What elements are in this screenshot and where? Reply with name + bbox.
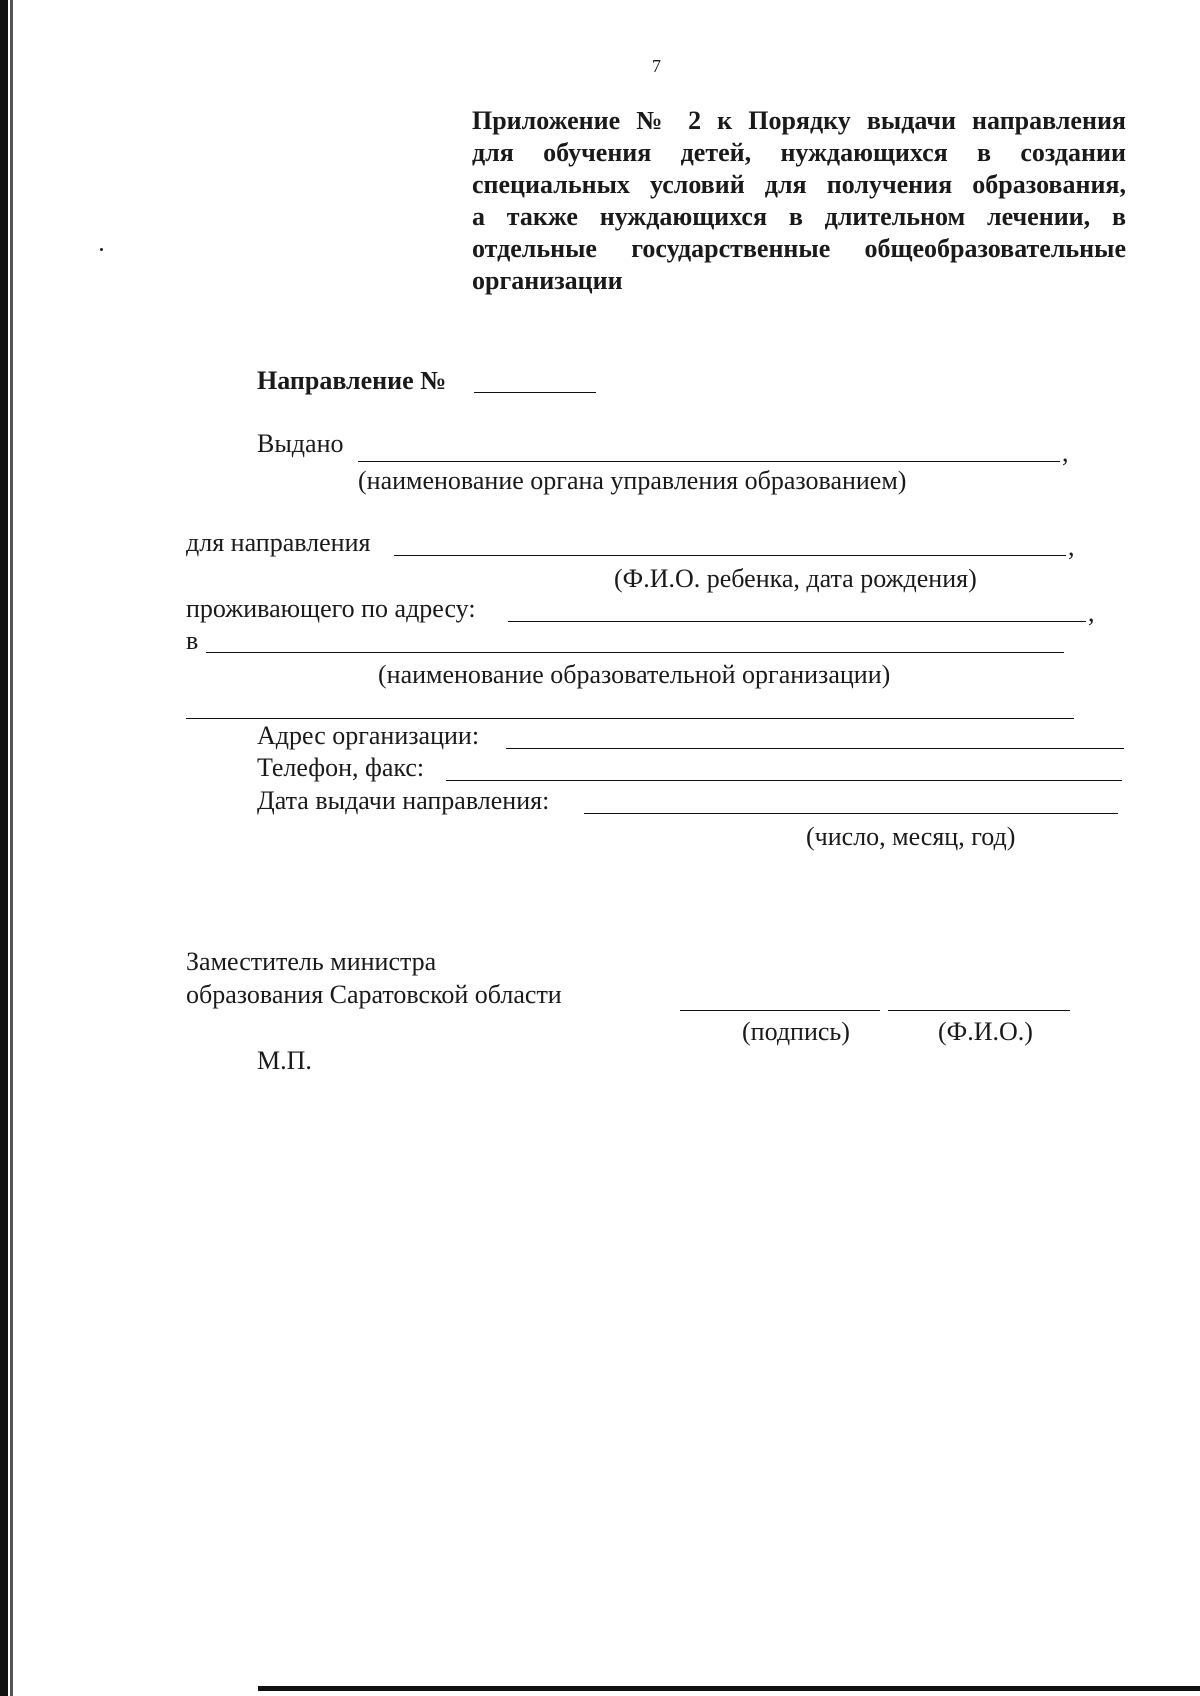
issued-label: Выдано <box>257 429 344 458</box>
appendix-line: для обучения детей, нуждающихся в создании <box>472 138 1126 167</box>
page-bottom-edge <box>258 1686 1200 1691</box>
appendix-line: Приложение № 2 к Порядку выдачи направления <box>472 106 1126 135</box>
to-label: в <box>186 626 199 655</box>
child-caption: (Ф.И.О. ребенка, дата рождения) <box>614 564 977 593</box>
signatory-position: Заместитель министра <box>186 947 437 976</box>
issue-date-caption: (число, месяц, год) <box>806 822 1016 851</box>
issued-caption: (наименование органа управления образованием) <box>358 466 907 495</box>
organization-caption: (наименование образовательной организации) <box>378 660 891 689</box>
organization-address-label: Адрес организации: <box>257 721 480 750</box>
comma: , <box>1068 532 1075 561</box>
signatory-position: образования Саратовской области <box>186 980 562 1009</box>
signatory-name-caption: (Ф.И.О.) <box>938 1017 1033 1046</box>
comma: , <box>1062 438 1069 467</box>
comma: , <box>1088 598 1095 627</box>
appendix-line: отдельные государственные общеобразовательные <box>472 234 1126 263</box>
form-number-field[interactable] <box>474 392 596 393</box>
issued-by-field[interactable] <box>358 461 1060 462</box>
page-left-edge-shadow <box>10 0 13 1696</box>
appendix-line: организации <box>472 266 623 295</box>
page-number: 7 <box>652 56 661 76</box>
organization-address-field[interactable] <box>506 748 1124 749</box>
signature-caption: (подпись) <box>742 1017 850 1046</box>
appendix-line: специальных условий для получения образования, <box>472 170 1126 199</box>
organization-field-continuation[interactable] <box>186 718 1074 719</box>
issue-date-field[interactable] <box>584 813 1118 814</box>
form-title: Направление № <box>257 366 447 395</box>
residence-address-label: проживающего по адресу: <box>186 594 476 623</box>
appendix-line: а также нуждающихся в длительном лечении, в <box>472 202 1126 231</box>
appendix-heading <box>472 105 1126 297</box>
direction-label: для направления <box>186 528 371 557</box>
scan-speck <box>100 248 103 251</box>
stamp-place: М.П. <box>257 1046 312 1075</box>
phone-label: Телефон, факс: <box>257 753 425 782</box>
page-left-edge <box>0 0 8 1696</box>
residence-address-field[interactable] <box>508 621 1086 622</box>
phone-field[interactable] <box>446 780 1122 781</box>
organization-field[interactable] <box>206 652 1064 653</box>
signature-field[interactable] <box>680 1010 880 1011</box>
issue-date-label: Дата выдачи направления: <box>257 786 550 815</box>
signatory-name-field[interactable] <box>888 1010 1070 1011</box>
child-field[interactable] <box>394 555 1066 556</box>
